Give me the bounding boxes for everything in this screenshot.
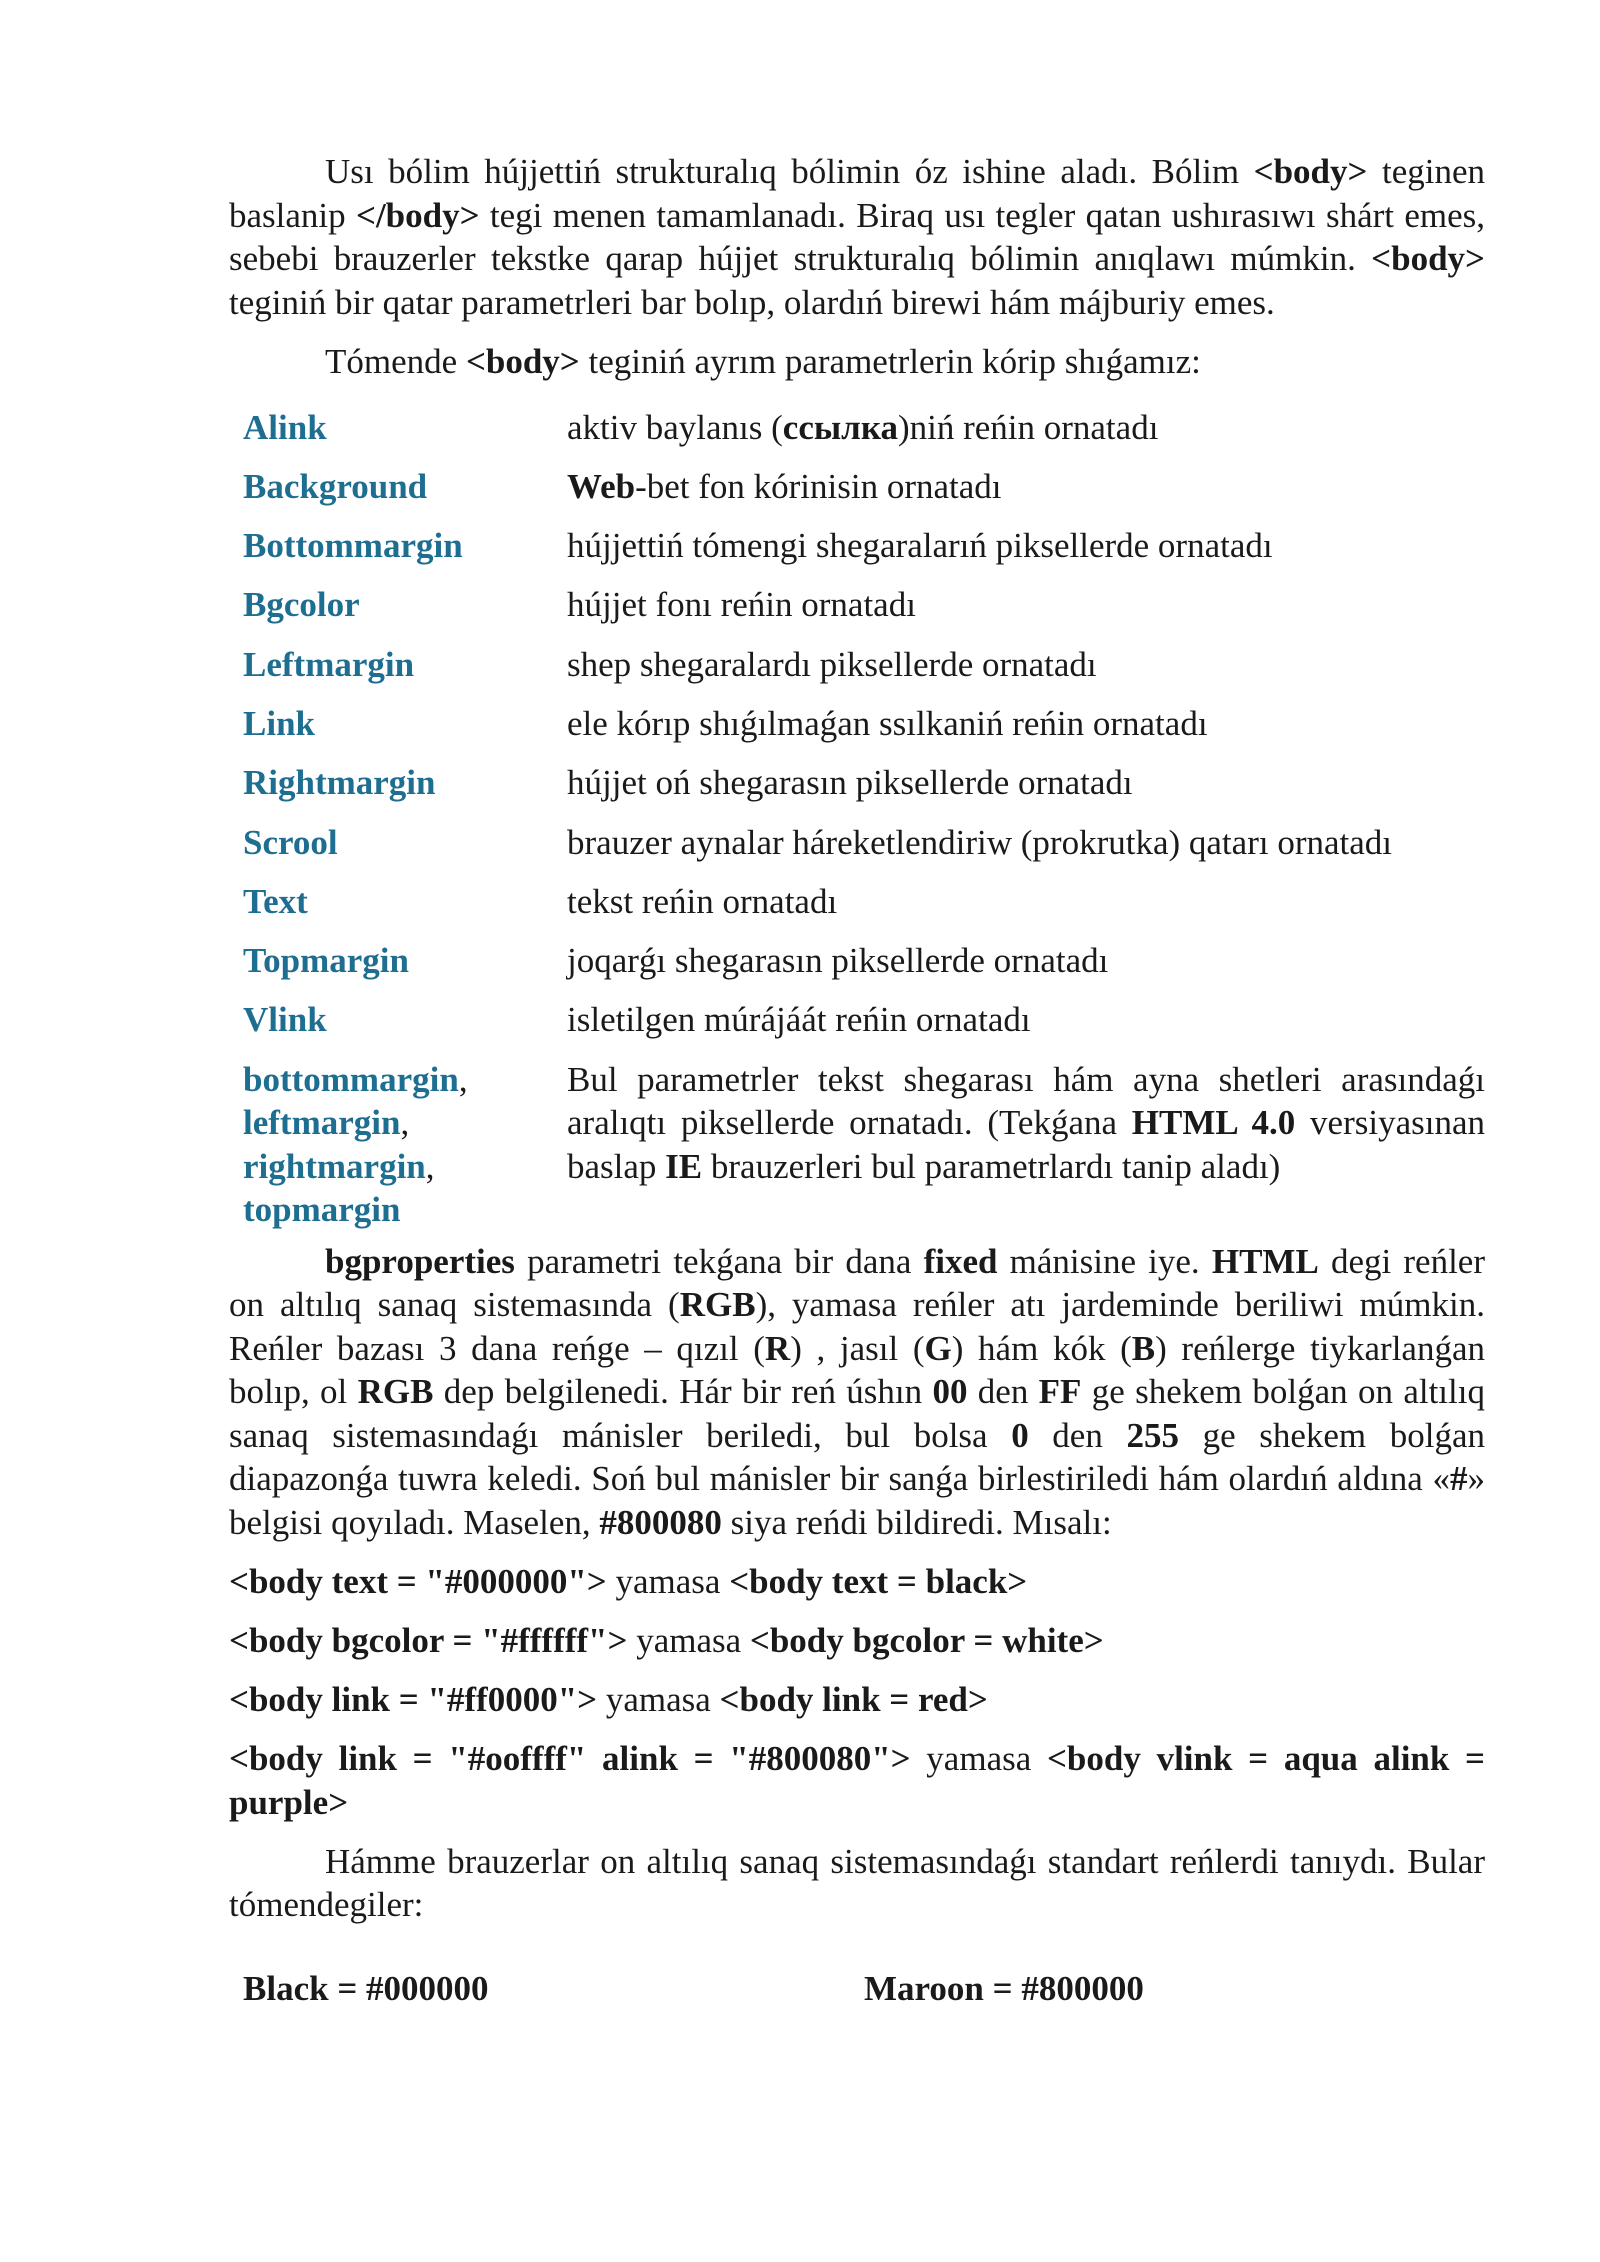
- param-row: [243, 880, 1485, 939]
- param-name: Background: [243, 466, 428, 506]
- param-name: Topmargin: [243, 941, 409, 981]
- param-row: [243, 821, 1485, 880]
- param-name: Scrool: [243, 822, 338, 862]
- param-desc: shep shegaralardı piksellerde ornatadı: [567, 644, 1097, 684]
- body-params-table: [243, 406, 1485, 1232]
- param-row: [243, 998, 1485, 1057]
- param-desc: Bul parametrler tekst shegarası hám ayna shetleri arasındaǵı aralıqtı piksellerde ornatadı. (Tekǵana HTML 4.0 versiyasınan baslap IE brauzerleri bul parametrlardı tanip aladı): [567, 1059, 1485, 1186]
- color-item: Black = #000000: [243, 1968, 489, 2008]
- param-desc: tekst reńin ornatadı: [567, 881, 838, 921]
- param-desc: hújjet oń shegarasın piksellerde ornatadı: [567, 763, 1133, 803]
- param-row: [243, 465, 1485, 524]
- param-row-multi: [243, 1058, 1485, 1232]
- params-intro-paragraph: Tómende <body> teginiń ayrım parametrlerin kórip shıǵamız:: [325, 342, 1201, 381]
- example-line: <body bgcolor = "#ffffff"> yamasa <body bgcolor = white>: [229, 1621, 1104, 1661]
- param-desc: Web-bet fon kórinisin ornatadı: [567, 466, 1002, 506]
- param-name: leftmargin: [243, 1103, 401, 1143]
- param-row: [243, 761, 1485, 820]
- param-row: [243, 406, 1485, 465]
- param-name: bottommargin: [243, 1059, 459, 1099]
- param-row: [243, 524, 1485, 583]
- param-name: Bottommargin: [243, 526, 463, 566]
- param-row: [243, 702, 1485, 761]
- param-name: Text: [243, 881, 308, 921]
- colors-paragraph: bgproperties parametri tekǵana bir dana fixed mánisine iye. HTML degi reńler on altılıq sanaq sistemasında (RGB), yamasa reńler atı jardeminde beriliwi múmkin. Reńler bazası 3 dana reńge – qızıl (R) , jasıl (G) hám kók (B) reńlerge tiykarlanǵan bolıp, ol RGB dep belgilenedi. Hár bir reń úshın 00 den FF ge shekem bolǵan on altılıq sanaq sistemasındaǵı mánisler beriledi, bul bolsa 0 den 255 ge shekem bolǵan diapazonǵa tuwra keledi. Soń bul mánisler bir sanǵa birlestiriledi hám olardıń aldına «#» belgisi qoyıladı. Maselen, #800080 siya reńdi bildiredi. Mısalı:: [229, 1241, 1486, 1542]
- param-desc: hújjet fonı reńin ornatadı: [567, 585, 916, 625]
- param-row: [243, 939, 1485, 998]
- param-desc: brauzer aynalar háreketlendiriw (prokrutka) qatarı ornatadı: [567, 822, 1392, 862]
- param-desc: ele kórıp shıǵılmaǵan ssılkaniń reńin ornatadı: [567, 703, 1208, 743]
- param-name: topmargin: [243, 1190, 401, 1230]
- param-name: Alink: [243, 407, 327, 447]
- param-name: Bgcolor: [243, 585, 360, 625]
- color-item: Maroon = #800000: [864, 1968, 1144, 2008]
- param-desc: hújjettiń tómengi shegaralarıń piksellerde ornatadı: [567, 526, 1273, 566]
- param-name: Rightmargin: [243, 763, 436, 803]
- param-name: Leftmargin: [243, 644, 415, 684]
- example-line: <body link = "#ff0000"> yamasa <body link = red>: [229, 1680, 988, 1720]
- param-names-group: bottommargin, leftmargin, rightmargin, topmargin: [243, 1059, 468, 1230]
- example-line: <body text = "#000000"> yamasa <body text = black>: [229, 1562, 1028, 1602]
- param-name: Vlink: [243, 1000, 327, 1040]
- param-name: Link: [243, 703, 315, 743]
- document-page: [229, 150, 1485, 2010]
- param-row: [243, 643, 1485, 702]
- example-line: <body link = "#ooffff" alink = "#800080"> yamasa <body vlink = aqua alink = purple>: [229, 1739, 1486, 1822]
- intro-paragraph: Usı bólim hújjettiń strukturalıq bólimin óz ishine aladı. Bólim <body> teginen baslanip </body> tegi menen tamamlanadı. Biraq usı tegler qatan ushırasıwı shárt emes, sebebi brauzerler tekstke qarap hújjet strukturalıq bólimin anıqlawı múmkin. <body> teginiń bir qatar parametrleri bar bolıp, olardıń birewi hám májburiy emes.: [229, 152, 1486, 322]
- standard-colors-row: [243, 1967, 1485, 2011]
- param-row: [243, 583, 1485, 642]
- standard-colors-paragraph: Hámme brauzerlar on altılıq sanaq sistemasındaǵı standart reńlerdi tanıydı. Bular tómendegiler:: [229, 1841, 1485, 1925]
- param-desc: joqarǵı shegarasın piksellerde ornatadı: [567, 941, 1109, 981]
- param-name: rightmargin: [243, 1146, 426, 1186]
- examples-block: [229, 1560, 1485, 1824]
- param-desc: aktiv baylanıs (ссылка)niń reńin ornatadı: [567, 407, 1159, 447]
- param-desc: isletilgen múrájáát reńin ornatadı: [567, 1000, 1031, 1040]
